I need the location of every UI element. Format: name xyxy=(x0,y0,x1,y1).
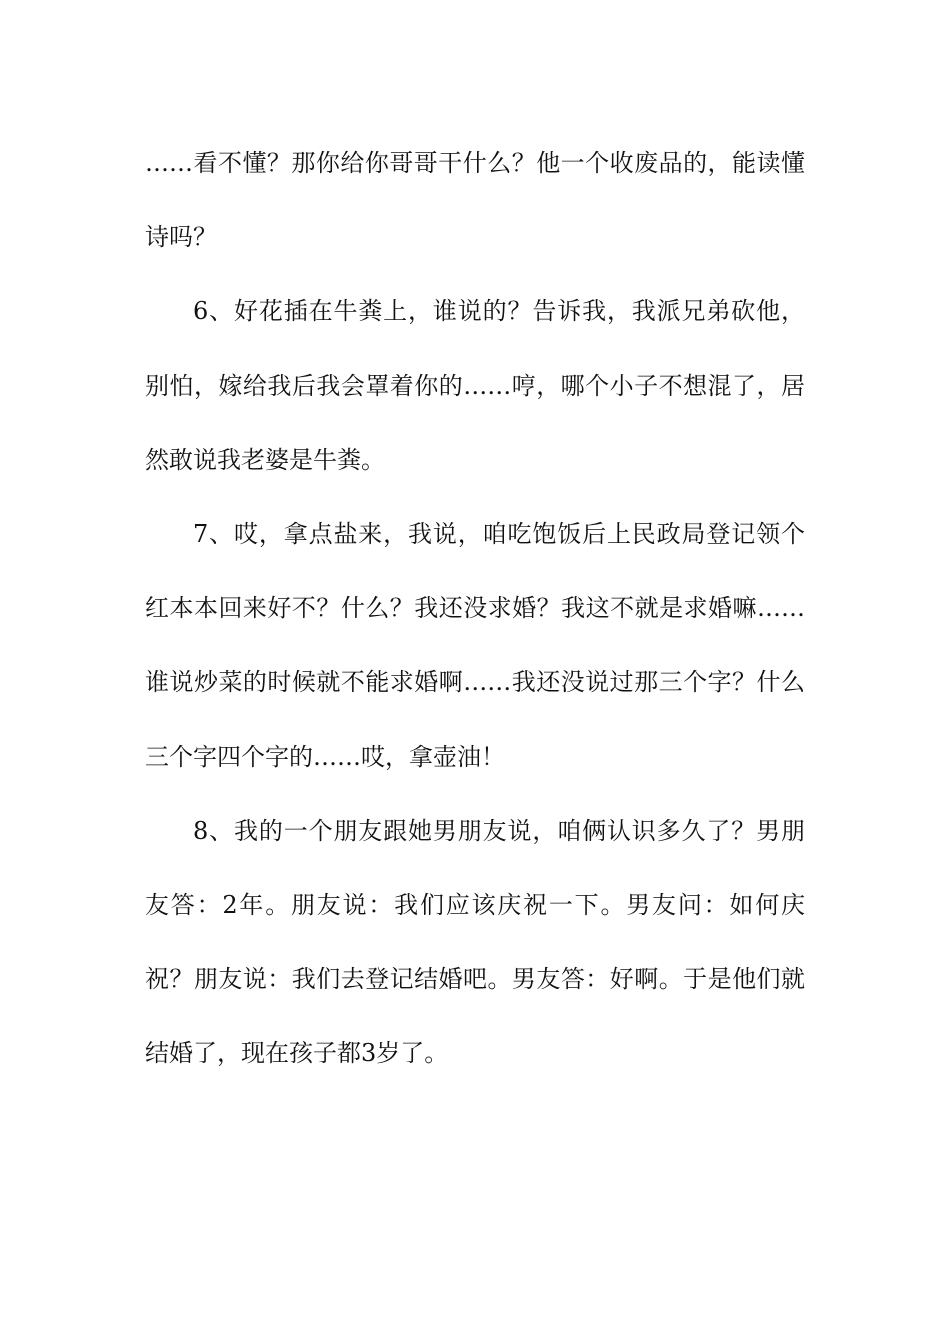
paragraph-item-7: 7、哎，拿点盐来，我说，咱吃饱饭后上民政局登记领个红本本回来好不？什么？我还没求婚？我这不就是求婚嘛……谁说炒菜的时候就不能求婚啊……我还没说过那三个字？什么三个字四个字的……哎，拿壶油！ xyxy=(145,520,805,771)
paragraph-item-6: 6、好花插在牛粪上，谁说的？告诉我，我派兄弟砍他，别怕，嫁给我后我会罩着你的……哼，哪个小子不想混了，居然敢说我老婆是牛粪。 xyxy=(145,297,805,474)
paragraph-continuation: ……看不懂？那你给你哥哥干什么？他一个收废品的，能读懂诗吗？ xyxy=(145,149,805,252)
paragraph-item-8: 8、我的一个朋友跟她男朋友说，咱俩认识多久了？男朋友答：2年。朋友说：我们应该庆祝一下。男友问：如何庆祝？朋友说：我们去登记结婚吧。男友答：好啊。于是他们就结婚了，现在孩子都3岁了。 xyxy=(145,816,805,1068)
body-text xyxy=(145,126,805,1091)
